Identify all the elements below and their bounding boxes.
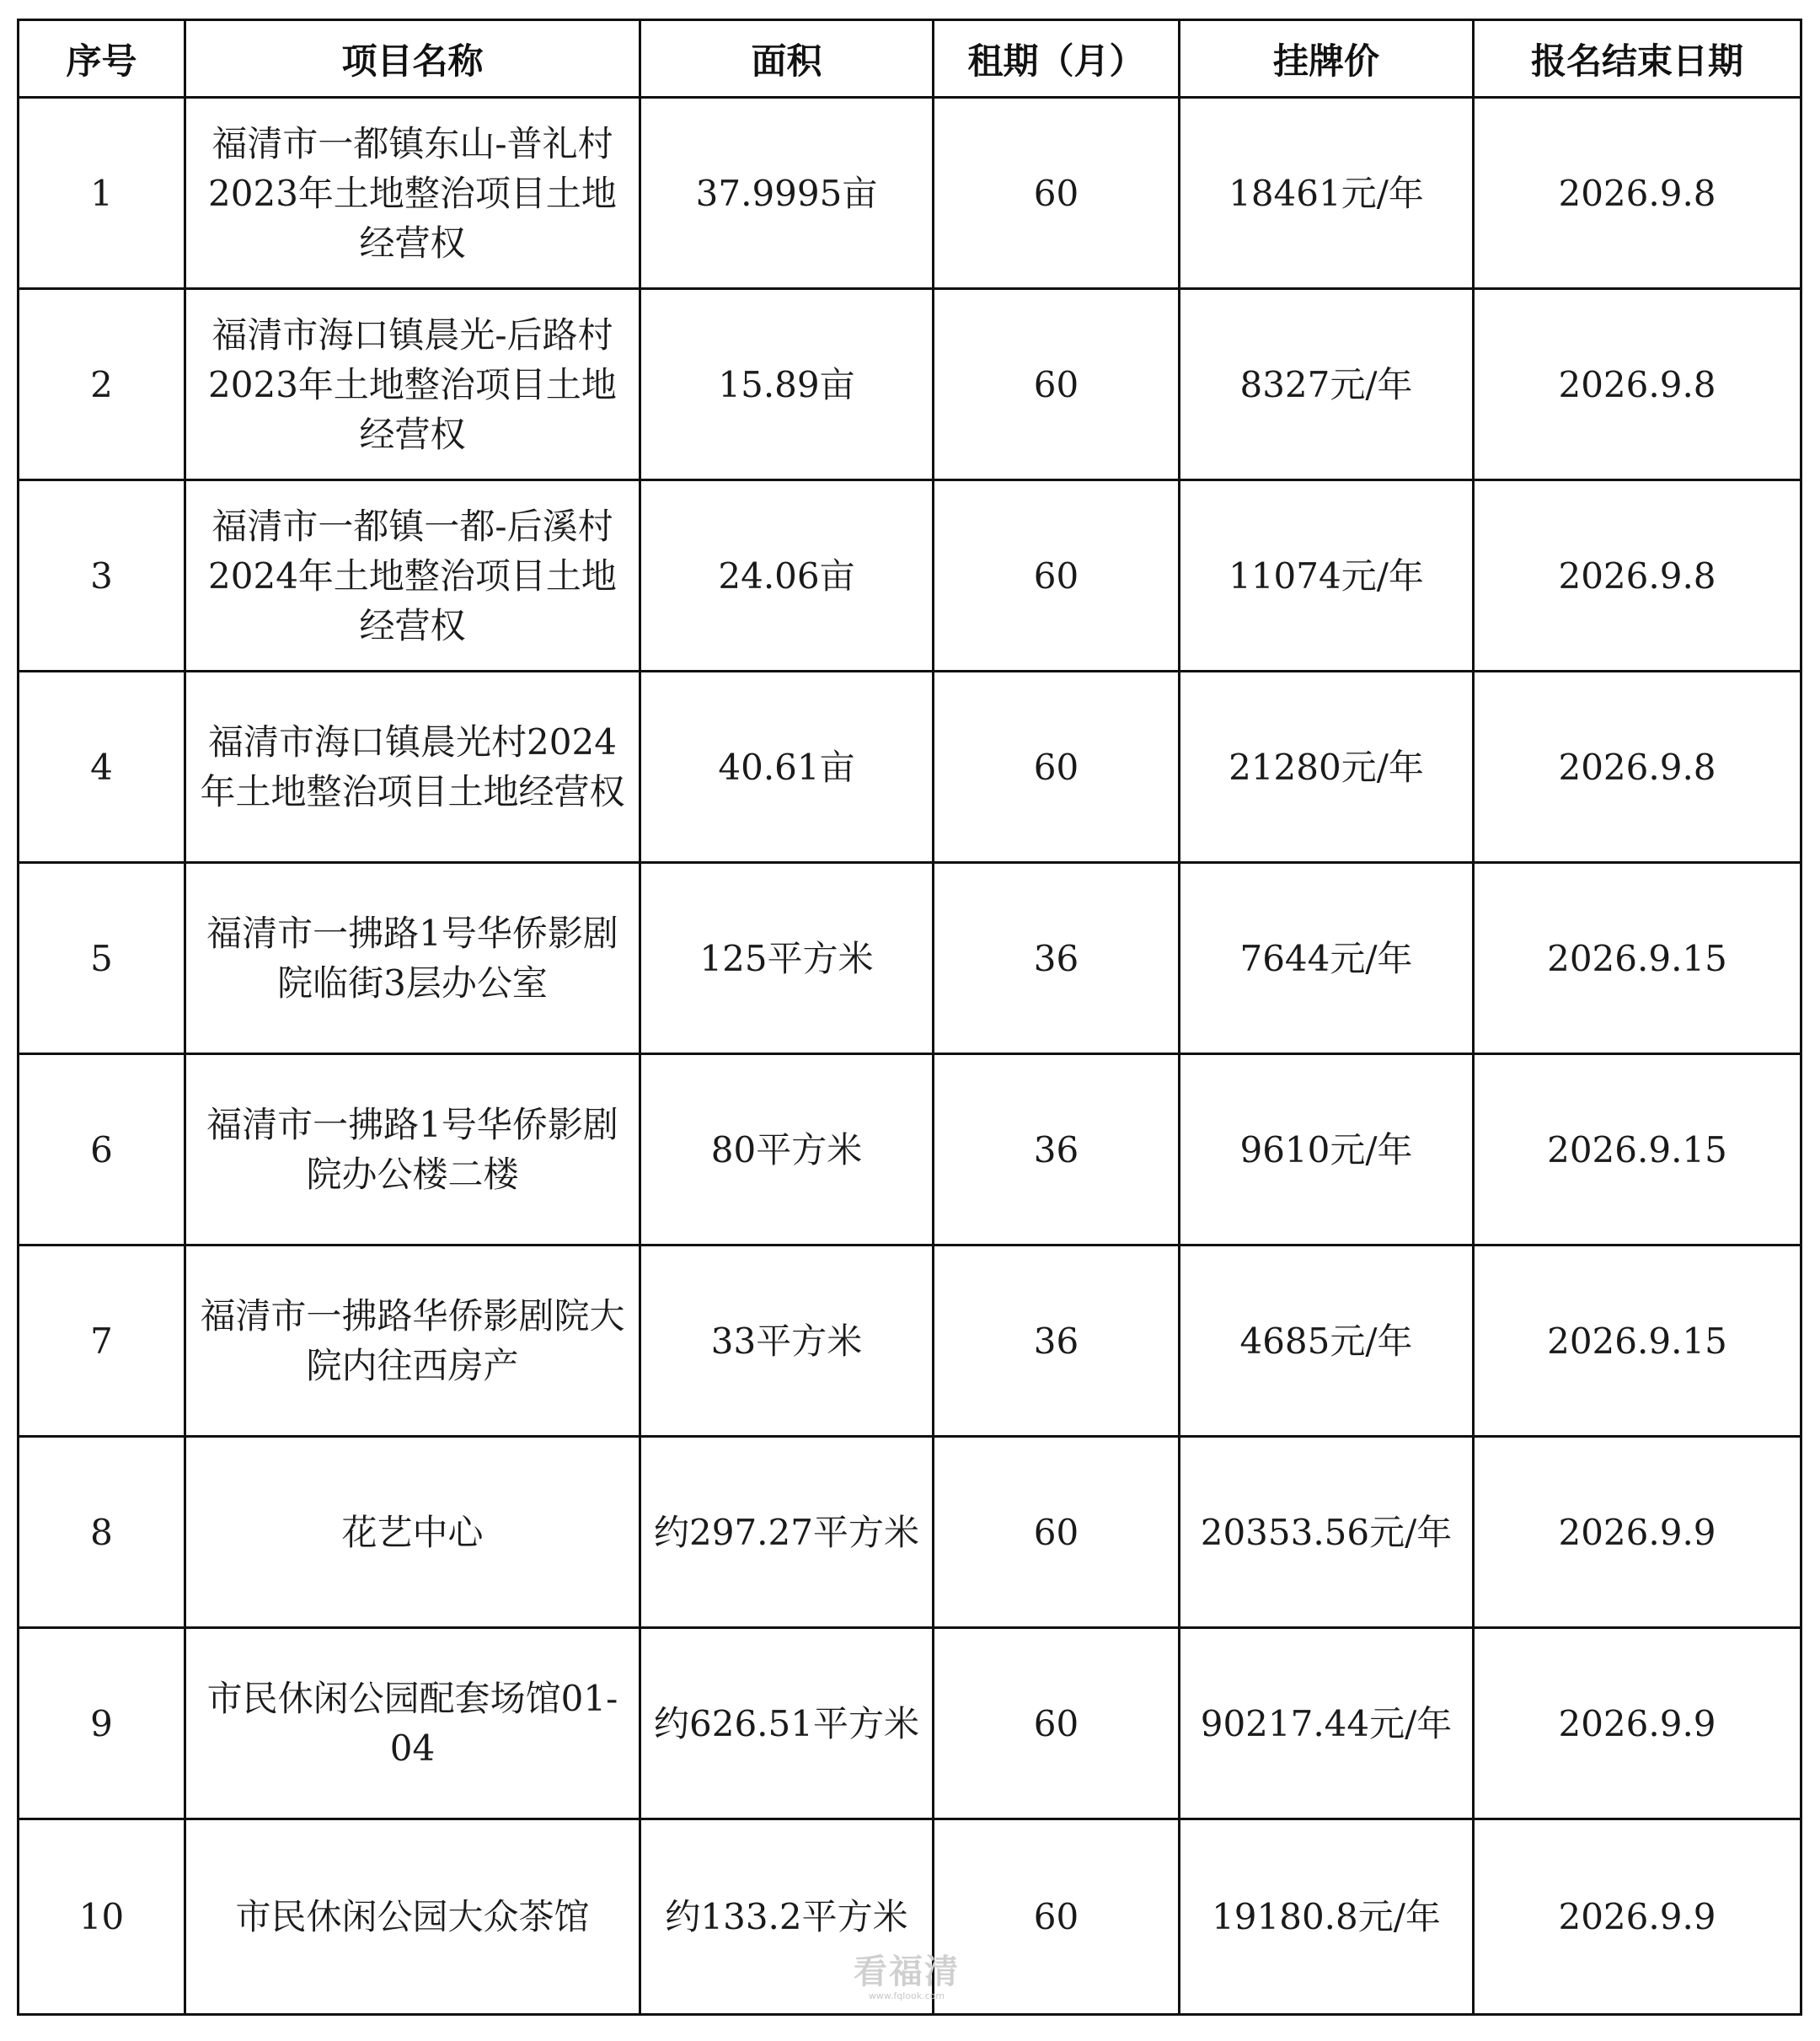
- cell-project-name: 福清市一都镇一都-后溪村2024年土地整治项目土地经营权: [185, 480, 640, 672]
- table-row: [19, 863, 1801, 1054]
- cell-project-name: 福清市一拂路1号华侨影剧院办公楼二楼: [185, 1054, 640, 1245]
- cell-registration-deadline: 2026.9.9: [1474, 1819, 1801, 2015]
- cell-area: 33平方米: [640, 1245, 934, 1437]
- table-row: [19, 289, 1801, 480]
- table-row: [19, 1437, 1801, 1628]
- header-row: [19, 20, 1801, 98]
- cell-project-name: 市民休闲公园配套场馆01-04: [185, 1628, 640, 1819]
- cell-area: 24.06亩: [640, 480, 934, 672]
- cell-registration-deadline: 2026.9.15: [1474, 1054, 1801, 1245]
- cell-area: 约133.2平方米: [640, 1819, 934, 2015]
- cell-listing-price: 7644元/年: [1180, 863, 1474, 1054]
- cell-registration-deadline: 2026.9.15: [1474, 863, 1801, 1054]
- table-row: [19, 1245, 1801, 1437]
- table-row: [19, 672, 1801, 863]
- cell-index: 4: [19, 672, 185, 863]
- cell-project-name: 市民休闲公园大众茶馆: [185, 1819, 640, 2015]
- cell-listing-price: 20353.56元/年: [1180, 1437, 1474, 1628]
- cell-registration-deadline: 2026.9.15: [1474, 1245, 1801, 1437]
- cell-area: 125平方米: [640, 863, 934, 1054]
- cell-lease-term: 60: [934, 1628, 1180, 1819]
- table-row: [19, 1819, 1801, 2015]
- header-area: 面积: [640, 20, 934, 98]
- watermark-url: www.fqlook.com: [868, 1990, 945, 2001]
- cell-project-name: 福清市海口镇晨光村2024年土地整治项目土地经营权: [185, 672, 640, 863]
- cell-area: 约297.27平方米: [640, 1437, 934, 1628]
- cell-lease-term: 60: [934, 98, 1180, 289]
- header-index: 序号: [19, 20, 185, 98]
- cell-registration-deadline: 2026.9.9: [1474, 1437, 1801, 1628]
- cell-listing-price: 18461元/年: [1180, 98, 1474, 289]
- header-registration-deadline: 报名结束日期: [1474, 20, 1801, 98]
- cell-listing-price: 8327元/年: [1180, 289, 1474, 480]
- cell-registration-deadline: 2026.9.9: [1474, 1628, 1801, 1819]
- cell-lease-term: 60: [934, 1819, 1180, 2015]
- header-project-name: 项目名称: [185, 20, 640, 98]
- cell-listing-price: 90217.44元/年: [1180, 1628, 1474, 1819]
- cell-listing-price: 21280元/年: [1180, 672, 1474, 863]
- cell-lease-term: 60: [934, 289, 1180, 480]
- table-row: [19, 480, 1801, 672]
- listing-table: [17, 19, 1802, 2016]
- cell-index: 10: [19, 1819, 185, 2015]
- cell-area: 约626.51平方米: [640, 1628, 934, 1819]
- cell-index: 1: [19, 98, 185, 289]
- cell-index: 7: [19, 1245, 185, 1437]
- cell-registration-deadline: 2026.9.8: [1474, 672, 1801, 863]
- header-lease-term: 租期（月）: [934, 20, 1180, 98]
- cell-area: 80平方米: [640, 1054, 934, 1245]
- cell-project-name: 花艺中心: [185, 1437, 640, 1628]
- cell-lease-term: 36: [934, 863, 1180, 1054]
- cell-project-name: 福清市一拂路1号华侨影剧院临街3层办公室: [185, 863, 640, 1054]
- cell-lease-term: 36: [934, 1245, 1180, 1437]
- cell-index: 9: [19, 1628, 185, 1819]
- cell-project-name: 福清市一拂路华侨影剧院大院内往西房产: [185, 1245, 640, 1437]
- cell-lease-term: 36: [934, 1054, 1180, 1245]
- cell-lease-term: 60: [934, 672, 1180, 863]
- cell-area: 37.9995亩: [640, 98, 934, 289]
- header-listing-price: 挂牌价: [1180, 20, 1474, 98]
- table-row: [19, 1054, 1801, 1245]
- cell-area: 15.89亩: [640, 289, 934, 480]
- watermark-title: 看福清: [854, 1953, 960, 1991]
- cell-listing-price: 4685元/年: [1180, 1245, 1474, 1437]
- table-row: [19, 98, 1801, 289]
- cell-area: 40.61亩: [640, 672, 934, 863]
- cell-lease-term: 60: [934, 1437, 1180, 1628]
- cell-project-name: 福清市海口镇晨光-后路村2023年土地整治项目土地经营权: [185, 289, 640, 480]
- cell-registration-deadline: 2026.9.8: [1474, 289, 1801, 480]
- cell-index: 3: [19, 480, 185, 672]
- cell-index: 8: [19, 1437, 185, 1628]
- cell-index: 5: [19, 863, 185, 1054]
- cell-lease-term: 60: [934, 480, 1180, 672]
- cell-listing-price: 19180.8元/年: [1180, 1819, 1474, 2015]
- table-row: [19, 1628, 1801, 1819]
- cell-index: 6: [19, 1054, 185, 1245]
- cell-listing-price: 9610元/年: [1180, 1054, 1474, 1245]
- cell-index: 2: [19, 289, 185, 480]
- cell-project-name: 福清市一都镇东山-普礼村2023年土地整治项目土地经营权: [185, 98, 640, 289]
- table-body: [19, 98, 1801, 2015]
- cell-listing-price: 11074元/年: [1180, 480, 1474, 672]
- table-header: [19, 20, 1801, 98]
- cell-registration-deadline: 2026.9.8: [1474, 98, 1801, 289]
- cell-registration-deadline: 2026.9.8: [1474, 480, 1801, 672]
